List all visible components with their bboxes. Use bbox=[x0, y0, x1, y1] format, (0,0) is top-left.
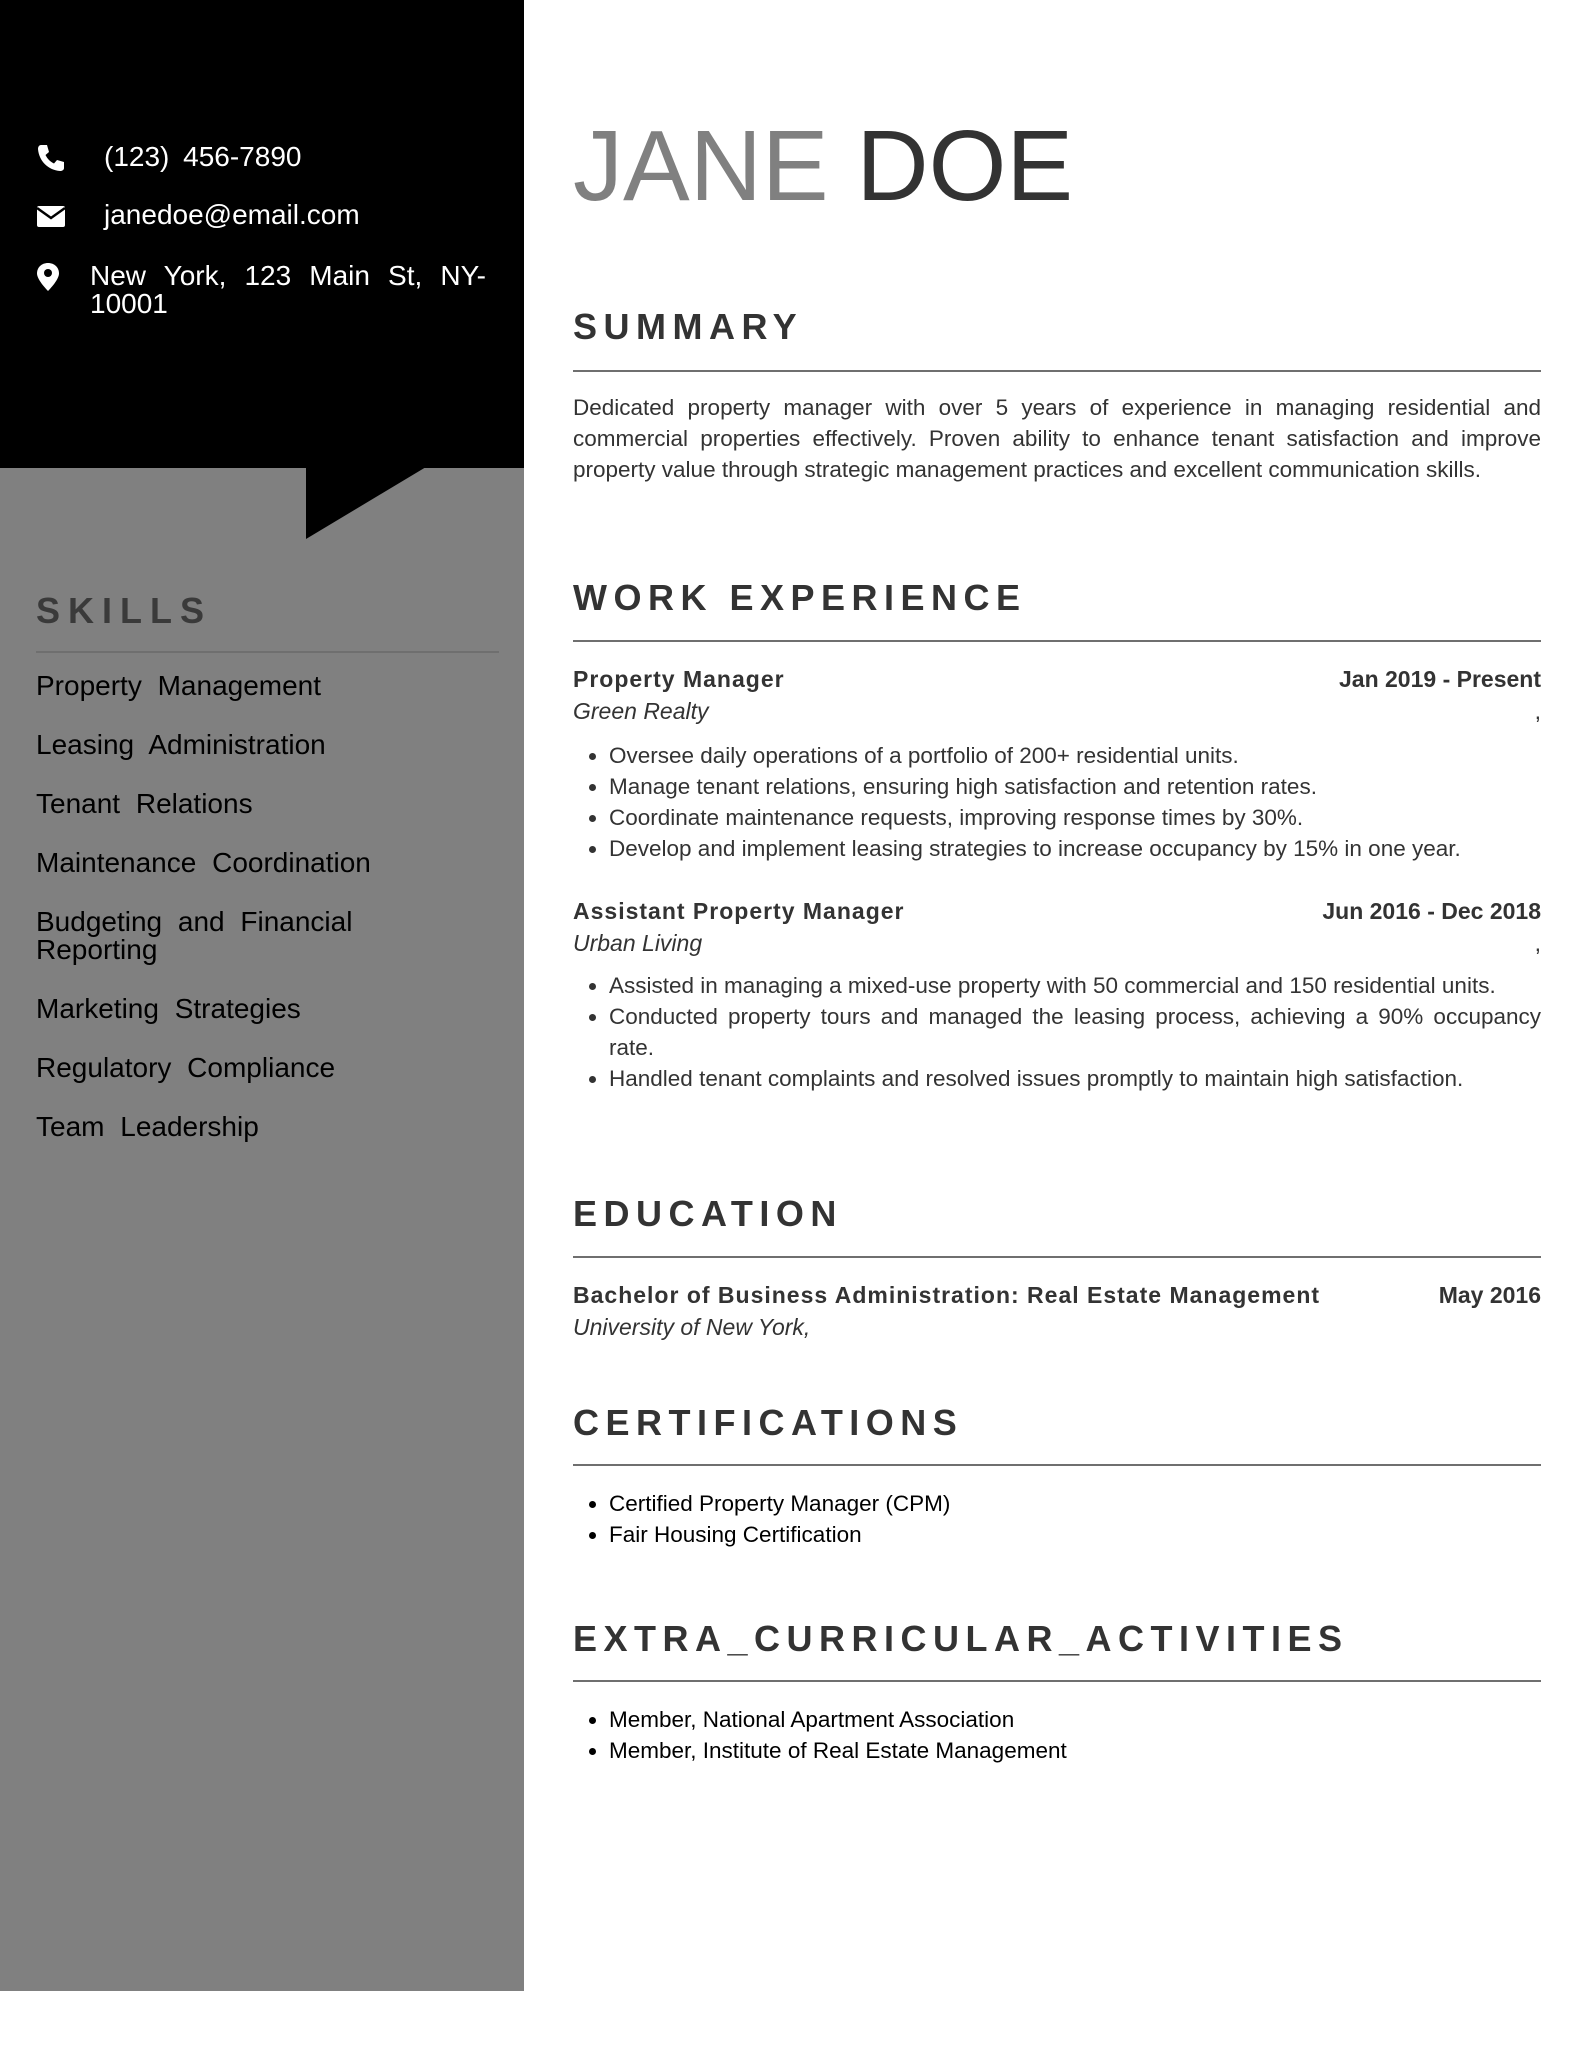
work-divider bbox=[573, 640, 1541, 642]
job-header bbox=[573, 898, 1541, 925]
certifications-divider bbox=[573, 1464, 1541, 1466]
job-bullet: • Assisted in managing a mixed-use property with 50 commercial and 150 residential units. bbox=[609, 970, 1541, 1001]
phone-icon bbox=[36, 143, 66, 173]
job-company: Urban Living bbox=[573, 930, 703, 956]
skill-item: Tenant Relations bbox=[36, 788, 253, 819]
contact-phone bbox=[36, 143, 301, 173]
activities-list bbox=[573, 1704, 1541, 1766]
contact-address bbox=[36, 262, 496, 318]
last-name: DOE bbox=[856, 110, 1074, 222]
first-name: JANE bbox=[573, 110, 829, 222]
phone-text[interactable]: (123) 456-7890 bbox=[104, 141, 302, 172]
graduation-date: May 2016 bbox=[1438, 1282, 1541, 1308]
summary-divider bbox=[573, 370, 1541, 372]
job-location: , bbox=[1534, 930, 1541, 956]
summary-heading: SUMMARY bbox=[573, 306, 804, 347]
skill-item: Regulatory Compliance bbox=[36, 1052, 336, 1083]
certification-item: • Fair Housing Certification bbox=[609, 1519, 1541, 1550]
candidate-name bbox=[573, 110, 1074, 222]
skill-item: Marketing Strategies bbox=[36, 993, 301, 1024]
summary-text: Dedicated property manager with over 5 years of experience in managing residential and commercial properties effectively. Proven ability to enhance tenant satisfaction and improve property value through strategic management practices and excellent communication skills. bbox=[573, 395, 1541, 482]
job-bullets bbox=[573, 740, 1541, 864]
skill-item: Budgeting and Financial Reporting bbox=[36, 906, 353, 965]
activities-heading: EXTRA_CURRICULAR_ACTIVITIES bbox=[573, 1618, 1349, 1659]
job-title: Assistant Property Manager bbox=[573, 898, 905, 924]
activity-item: • Member, National Apartment Association bbox=[609, 1704, 1541, 1735]
job-header bbox=[573, 666, 1541, 693]
activities-divider bbox=[573, 1680, 1541, 1682]
skill-item: Property Management bbox=[36, 670, 322, 701]
job-bullet: • Develop and implement leasing strategies to increase occupancy by 15% in one year. bbox=[609, 833, 1541, 864]
education-header bbox=[573, 1282, 1541, 1309]
job-title: Property Manager bbox=[573, 666, 785, 692]
job-location: , bbox=[1534, 698, 1541, 724]
certifications-list bbox=[573, 1488, 1541, 1550]
contact-email bbox=[36, 201, 360, 231]
job-subheader bbox=[573, 698, 1541, 725]
job-subheader bbox=[573, 930, 1541, 957]
education-subheader bbox=[573, 1314, 1541, 1341]
education-divider bbox=[573, 1256, 1541, 1258]
job-company: Green Realty bbox=[573, 698, 709, 724]
education-heading: EDUCATION bbox=[573, 1193, 843, 1234]
school: University of New York, bbox=[573, 1314, 811, 1340]
work-heading: WORK EXPERIENCE bbox=[573, 577, 1027, 618]
sidebar bbox=[0, 0, 524, 1991]
degree: Bachelor of Business Administration: Real Estate Management bbox=[573, 1282, 1321, 1308]
activity-item: • Member, Institute of Real Estate Management bbox=[609, 1735, 1541, 1766]
skills-heading: SKILLS bbox=[36, 590, 213, 631]
skill-item: Team Leadership bbox=[36, 1111, 259, 1142]
job-bullet: • Handled tenant complaints and resolved issues promptly to maintain high satisfaction. bbox=[609, 1063, 1541, 1094]
skills-list bbox=[36, 672, 396, 1172]
skill-item: Maintenance Coordination bbox=[36, 847, 371, 878]
job-bullet: • Manage tenant relations, ensuring high satisfaction and retention rates. bbox=[609, 771, 1541, 802]
job-dates: Jan 2019 - Present bbox=[1338, 666, 1541, 692]
skill-item: Leasing Administration bbox=[36, 729, 326, 760]
job-bullet: • Oversee daily operations of a portfolio of 200+ residential units. bbox=[609, 740, 1541, 771]
job-bullet: • Conducted property tours and managed the leasing process, achieving a 90% occupancy rate. bbox=[609, 1001, 1541, 1063]
job-dates: Jun 2016 - Dec 2018 bbox=[1322, 898, 1541, 924]
certifications-heading: CERTIFICATIONS bbox=[573, 1402, 964, 1443]
envelope-icon bbox=[36, 201, 66, 231]
address-text: New York, 123 Main St, NY-10001 bbox=[90, 260, 486, 319]
certification-item: • Certified Property Manager (CPM) bbox=[609, 1488, 1541, 1519]
job-bullets bbox=[573, 970, 1541, 1094]
email-text[interactable]: janedoe@email.com bbox=[104, 199, 360, 230]
job-bullet: • Coordinate maintenance requests, improving response times by 30%. bbox=[609, 802, 1541, 833]
map-pin-icon bbox=[36, 262, 60, 292]
skills-divider bbox=[36, 651, 499, 653]
